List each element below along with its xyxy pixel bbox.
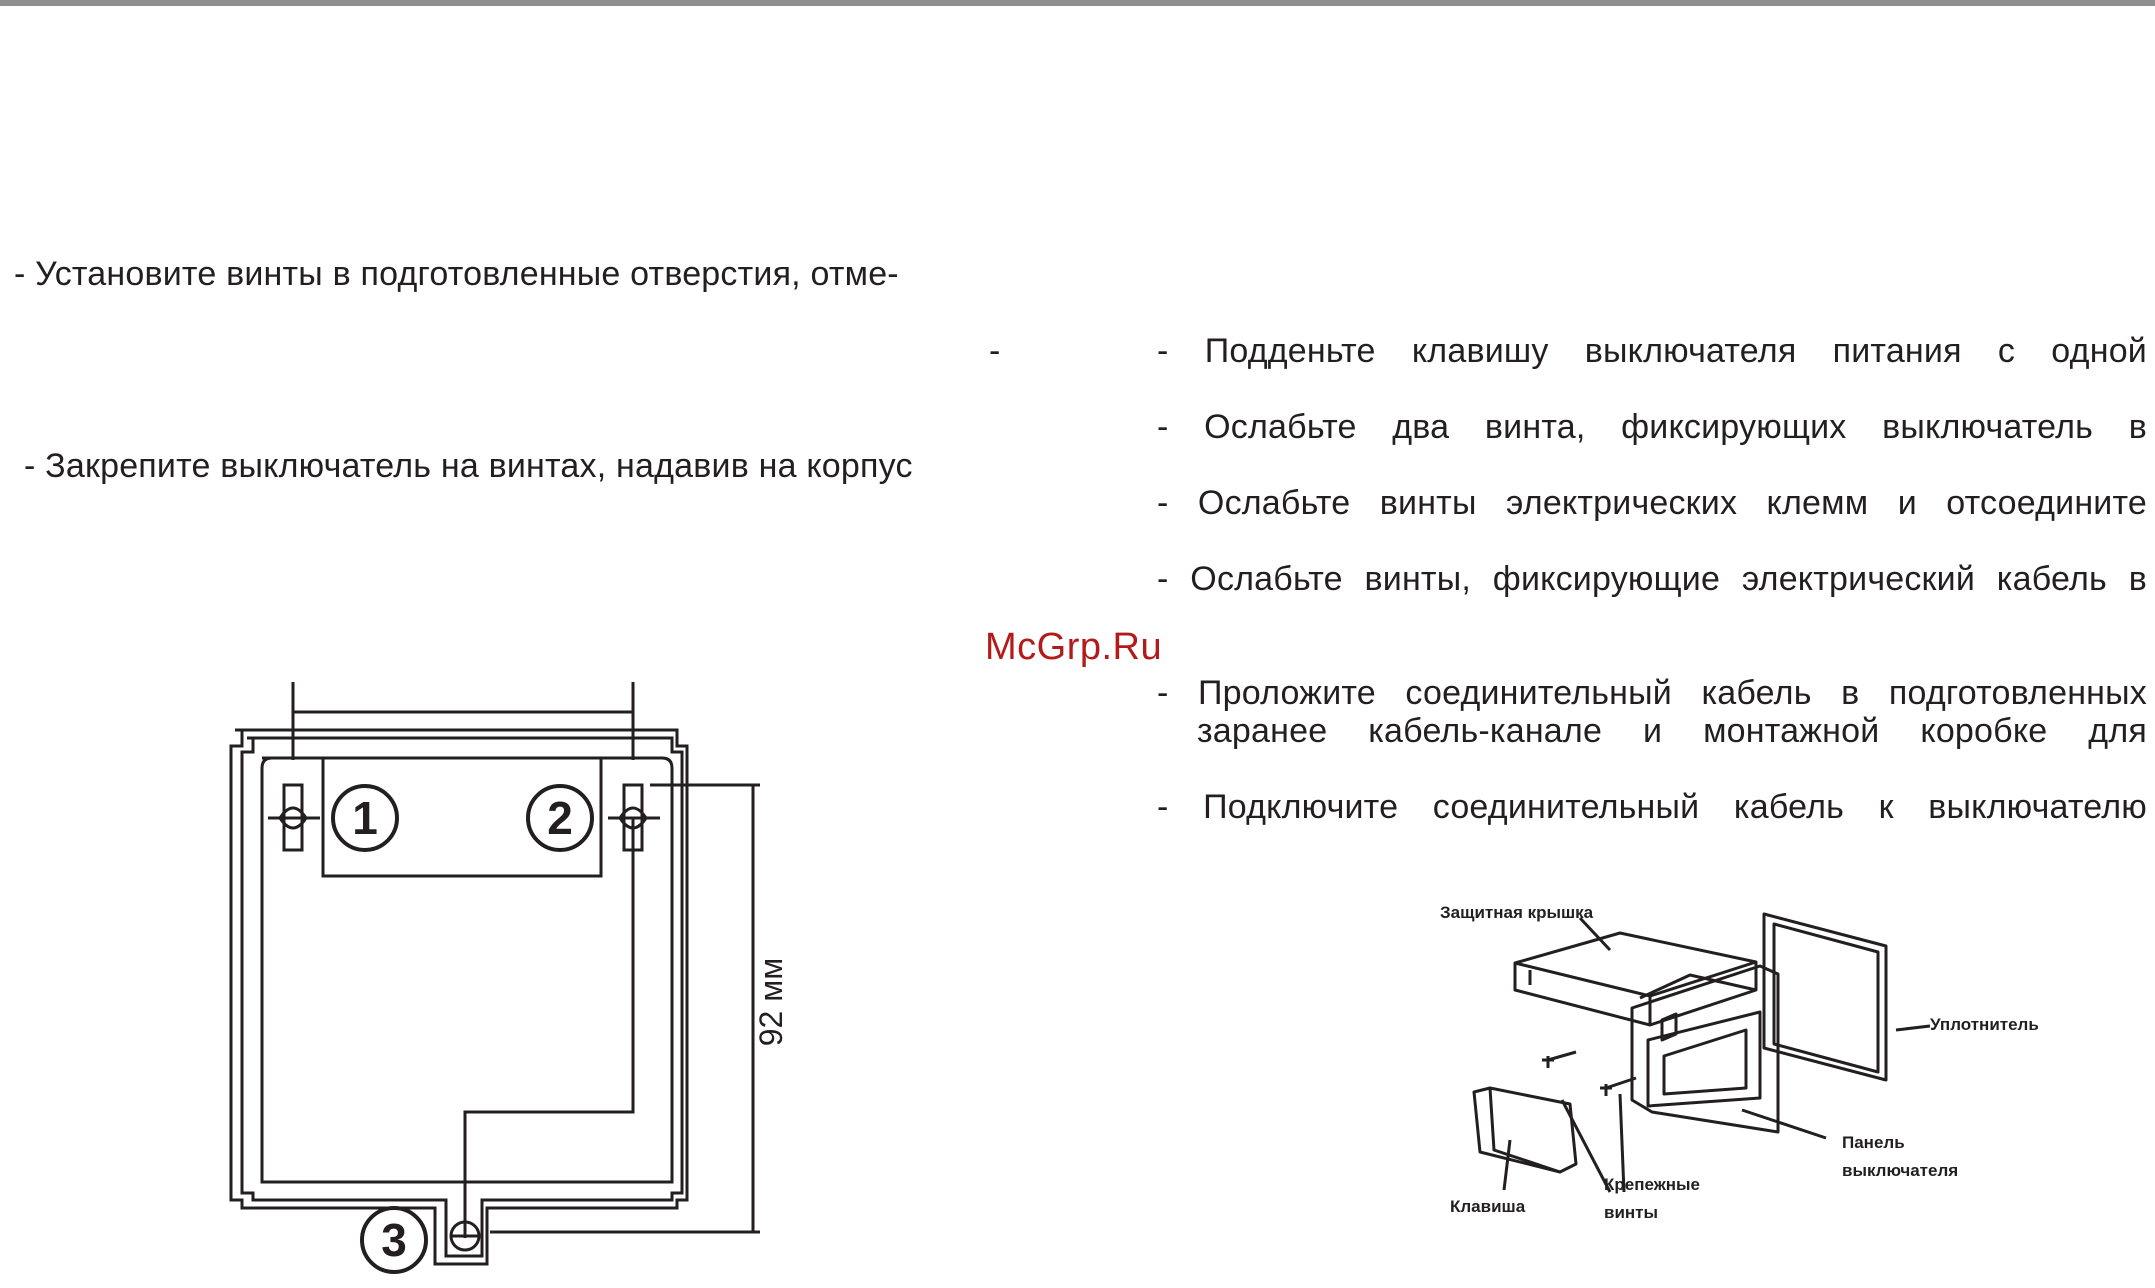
label-panel-2: выключателя [1842,1161,1959,1180]
instruction-insert-screws: - Установите винты в подготовленные отверстия, отме- [14,255,899,293]
hole-3-number: 3 [381,1214,407,1266]
step-loosen-two-screws: - Ослабьте два винта, фиксирующих выключатель в [1157,408,2147,446]
label-screws-2: винты [1604,1203,1659,1222]
instruction-dash: - [989,332,1001,370]
instruction-fix-switch: - Закрепите выключатель на винтах, надавив на корпус [24,447,913,485]
label-seal: Уплотнитель [1930,1015,2039,1034]
step-pry-key: - Подденьте клавишу выключателя питания с одной [1157,332,2147,370]
protective-cover [1515,933,1756,996]
step-route-cable-2: заранее кабель-канале и монтажной коробке для [1197,712,2147,750]
step-loosen-terminals: - Ослабьте винты электрических клемм и отсоедините [1157,484,2147,522]
watermark: McGrp.Ru [985,626,1163,668]
label-protective-cover: Защитная крышка [1440,903,1594,922]
label-panel-1: Панель [1842,1133,1905,1152]
step-connect-cable: - Подключите соединительный кабель к выключателю [1157,788,2147,826]
label-screws-1: Крепежные [1604,1175,1701,1194]
screw-upper [1542,1052,1576,1068]
step-loosen-cable-screws: - Ослабьте винты, фиксирующие электрический кабель в [1157,560,2147,598]
hole-2-number: 2 [547,792,573,844]
label-key: Клавиша [1450,1197,1526,1216]
dimension-92mm: 92 мм [753,957,789,1047]
step-route-cable-1: - Проложите соединительный кабель в подготовленных [1157,674,2147,712]
hole-1-number: 1 [352,792,378,844]
